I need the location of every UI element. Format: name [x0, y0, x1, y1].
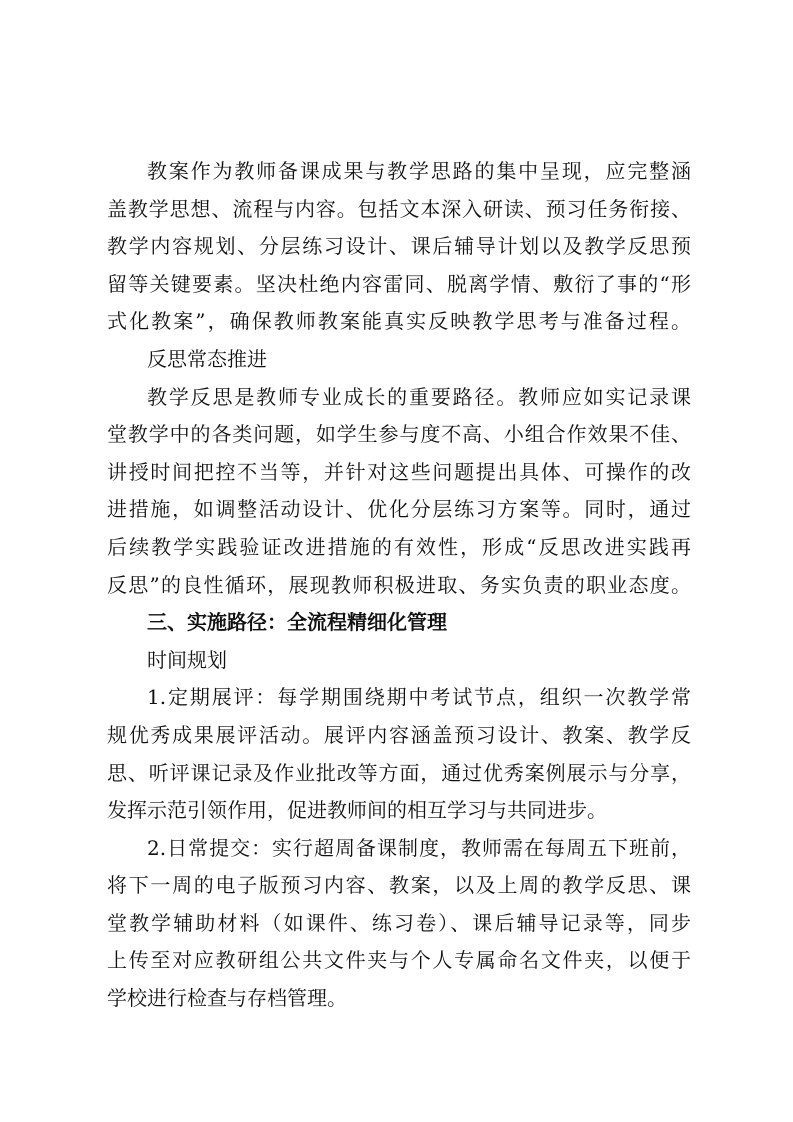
text-line: 后续教学实践验证改进措施的有效性，形成“反思改进实践再 — [107, 534, 691, 559]
text-line: 规优秀成果展评活动。展评内容涵盖预习设计、教案、教学反 — [107, 722, 691, 747]
text-line: 讲授时间把控不当等，并针对这些问题提出具体、可操作的改 — [107, 459, 691, 484]
text-line: 上传至对应教研组公共文件夹与个人专属命名文件夹，以便于 — [107, 948, 691, 973]
text-line: 教案作为教师备课成果与教学思路的集中呈现，应完整涵 — [147, 159, 691, 183]
text-line: 堂教学中的各类问题，如学生参与度不高、小组合作效果不佳、 — [107, 422, 691, 447]
text-line: 反思”的良性循环，展现教师积极进取、务实负责的职业态度。 — [107, 572, 691, 597]
text-line: 堂教学辅助材料（如课件、练习卷）、课后辅导记录等，同步 — [107, 910, 691, 935]
subheading: 时间规划 — [147, 647, 227, 672]
text-line: 1.定期展评：每学期围绕期中考试节点，组织一次教学常 — [147, 685, 691, 710]
text-line: 学校进行检查与存档管理。 — [107, 986, 347, 1011]
text-line: 2.日常提交：实行超周备课制度，教师需在每周五下班前， — [147, 835, 691, 860]
document-body — [107, 153, 691, 1018]
subheading: 反思常态推进 — [147, 346, 267, 371]
text-line: 式化教案”，确保教师教案能真实反映教学思考与准备过程。 — [107, 309, 691, 334]
text-line: 教学内容规划、分层练习设计、课后辅导计划以及教学反思预 — [107, 234, 691, 259]
text-line: 将下一周的电子版预习内容、教案，以及上周的教学反思、课 — [107, 873, 691, 898]
text-line: 留等关键要素。坚决杜绝内容雷同、脱离学情、敷衍了事的“形 — [107, 271, 691, 296]
text-line: 进措施，如调整活动设计、优化分层练习方案等。同时，通过 — [107, 497, 691, 522]
text-line: 教学反思是教师专业成长的重要路径。教师应如实记录课 — [147, 384, 691, 409]
text-line: 发挥示范引领作用，促进教师间的相互学习与共同进步。 — [107, 798, 607, 823]
section-heading: 三、实施路径：全流程精细化管理 — [147, 610, 447, 635]
text-line: 思、听评课记录及作业批改等方面，通过优秀案例展示与分享， — [107, 760, 691, 785]
text-line: 盖教学思想、流程与内容。包括文本深入研读、预习任务衔接、 — [107, 196, 691, 221]
